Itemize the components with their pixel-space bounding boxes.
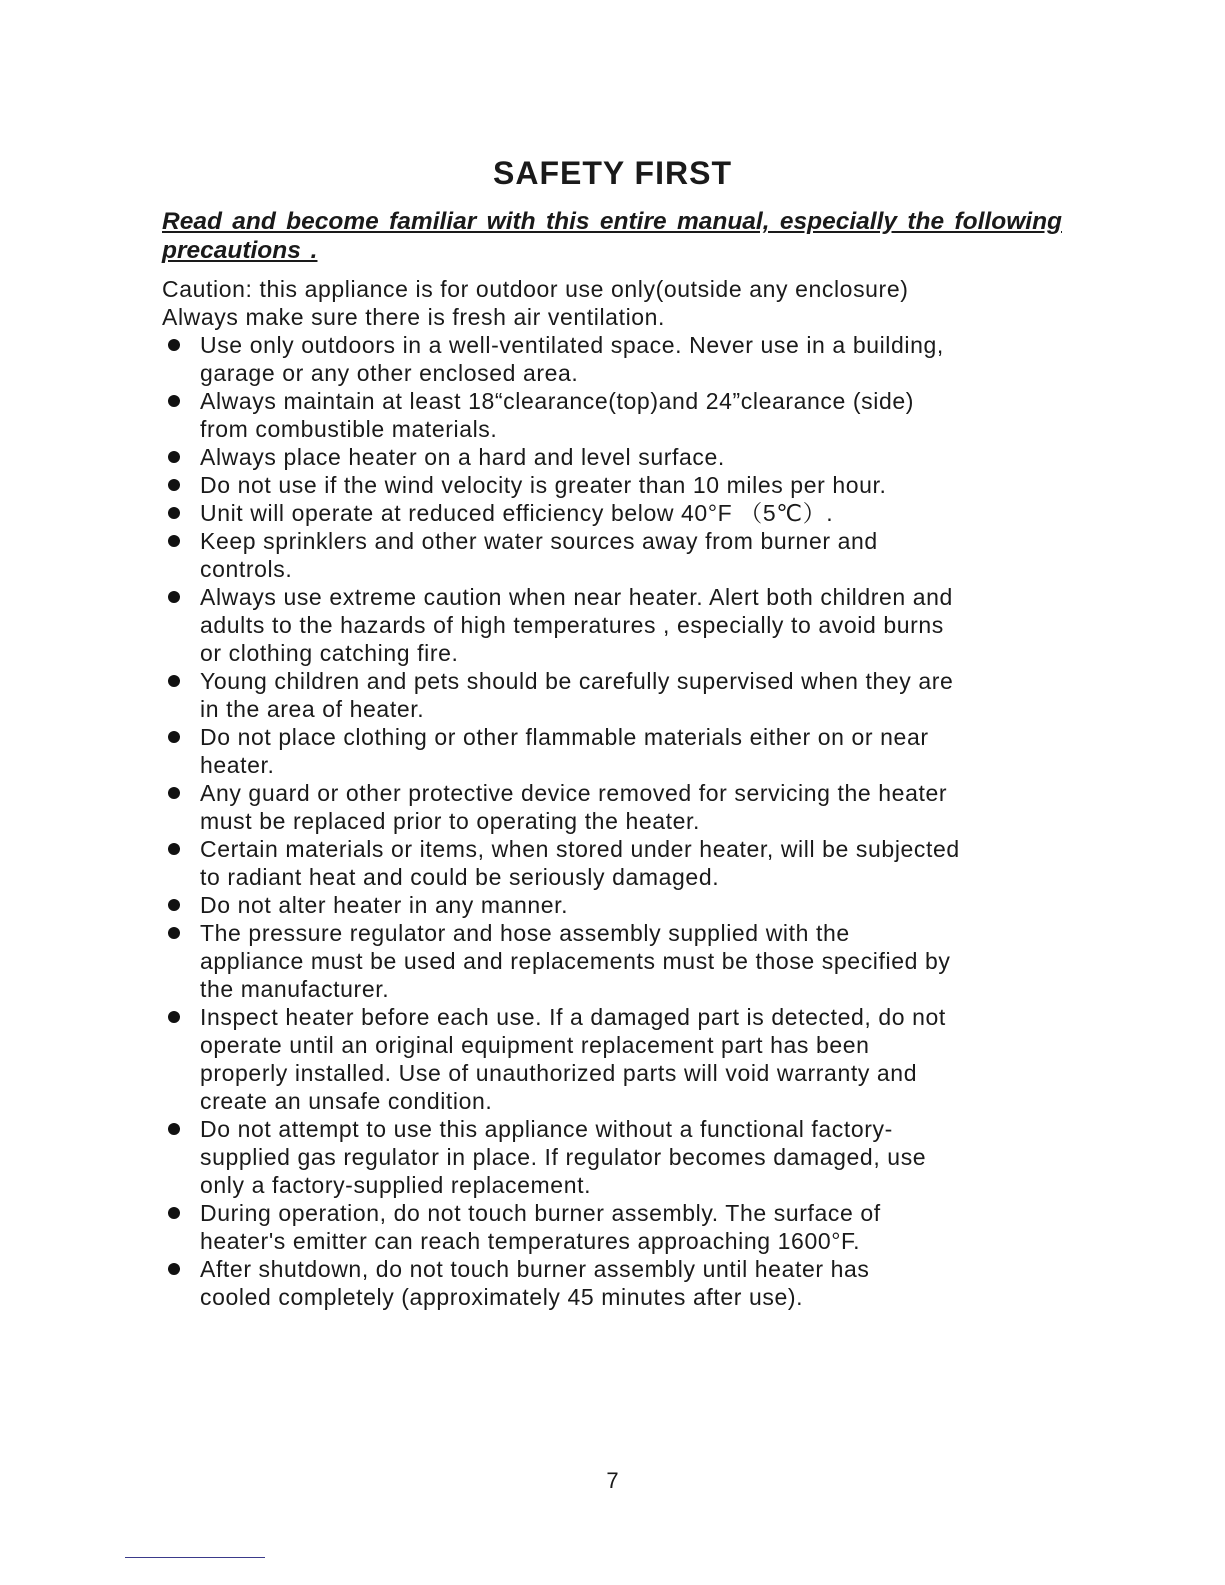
precaution-line: Unit will operate at reduced efficiency below 40°F （5℃）. xyxy=(200,500,834,526)
precaution-line: create an unsafe condition. xyxy=(200,1088,493,1114)
bullet-icon xyxy=(168,507,180,519)
precaution-line: heater. xyxy=(200,752,275,778)
precaution-line: The pressure regulator and hose assembly supplied with the xyxy=(200,920,850,946)
precaution-line: appliance must be used and replacements must be those specified by xyxy=(200,948,951,974)
precaution-line: properly installed. Use of unauthorized parts will void warranty and xyxy=(200,1060,918,1086)
precaution-line: Do not use if the wind velocity is greater than 10 miles per hour. xyxy=(200,472,887,498)
bullet-icon xyxy=(168,339,180,351)
precaution-list xyxy=(162,331,1062,1311)
precaution-line: Any guard or other protective device removed for servicing the heater xyxy=(200,780,948,806)
precaution-item xyxy=(162,891,1062,919)
page-title: SAFETY FIRST xyxy=(493,155,732,191)
bullet-icon xyxy=(168,1011,180,1023)
precaution-line: from combustible materials. xyxy=(200,416,498,442)
precaution-item xyxy=(162,471,1062,499)
precaution-line: Do not place clothing or other flammable materials either on or near xyxy=(200,724,929,750)
precaution-line: After shutdown, do not touch burner assembly until heater has xyxy=(200,1256,870,1282)
bullet-icon xyxy=(168,1263,180,1275)
bullet-icon xyxy=(168,1207,180,1219)
precaution-item xyxy=(162,1255,1062,1311)
precaution-item xyxy=(162,1115,1062,1199)
precaution-line: Always maintain at least 18“clearance(top)and 24”clearance (side) xyxy=(200,388,915,414)
precaution-line: Young children and pets should be carefully supervised when they are xyxy=(200,668,954,694)
precaution-line: or clothing catching fire. xyxy=(200,640,459,666)
precaution-line: Inspect heater before each use. If a damaged part is detected, do not xyxy=(200,1004,946,1030)
precaution-item xyxy=(162,919,1062,1003)
precaution-line: adults to the hazards of high temperatures , especially to avoid burns xyxy=(200,612,944,638)
precaution-line: must be replaced prior to operating the heater. xyxy=(200,808,700,834)
precaution-line: the manufacturer. xyxy=(200,976,390,1002)
precaution-line: operate until an original equipment replacement part has been xyxy=(200,1032,870,1058)
bullet-icon xyxy=(168,395,180,407)
precaution-item xyxy=(162,1199,1062,1255)
precaution-line: in the area of heater. xyxy=(200,696,425,722)
precaution-item xyxy=(162,667,1062,723)
precaution-line: Use only outdoors in a well-ventilated space. Never use in a building, xyxy=(200,332,944,358)
bullet-icon xyxy=(168,479,180,491)
bullet-icon xyxy=(168,787,180,799)
precaution-line: Do not attempt to use this appliance without a functional factory- xyxy=(200,1116,893,1142)
bullet-icon xyxy=(168,1123,180,1135)
precaution-line: Certain materials or items, when stored under heater, will be subjected xyxy=(200,836,960,862)
precaution-line: garage or any other enclosed area. xyxy=(200,360,579,386)
precaution-item xyxy=(162,1003,1062,1115)
precaution-item xyxy=(162,527,1062,583)
precaution-line: Always place heater on a hard and level surface. xyxy=(200,444,725,470)
safety-body xyxy=(162,275,1062,1311)
precaution-line: controls. xyxy=(200,556,293,582)
bullet-icon xyxy=(168,927,180,939)
bullet-icon xyxy=(168,451,180,463)
precaution-item xyxy=(162,723,1062,779)
precaution-line: During operation, do not touch burner assembly. The surface of xyxy=(200,1200,881,1226)
precaution-item xyxy=(162,499,1062,527)
precaution-line: heater's emitter can reach temperatures approaching 1600°F. xyxy=(200,1228,861,1254)
intro-heading: Read and become familiar with this entire manual, especially the following precautions . xyxy=(162,208,1062,264)
bullet-icon xyxy=(168,731,180,743)
bullet-icon xyxy=(168,675,180,687)
precaution-line: to radiant heat and could be seriously damaged. xyxy=(200,864,720,890)
page-number: 7 xyxy=(606,1468,619,1493)
bullet-icon xyxy=(168,591,180,603)
precaution-line: cooled completely (approximately 45 minutes after use). xyxy=(200,1284,804,1310)
footer-rule xyxy=(125,1557,265,1558)
precaution-line: Keep sprinklers and other water sources away from burner and xyxy=(200,528,878,554)
precaution-line: Always use extreme caution when near heater. Alert both children and xyxy=(200,584,953,610)
ventilation-line: Always make sure there is fresh air ventilation. xyxy=(162,304,666,330)
precaution-item xyxy=(162,779,1062,835)
precaution-line: Do not alter heater in any manner. xyxy=(200,892,569,918)
precaution-line: supplied gas regulator in place. If regulator becomes damaged, use xyxy=(200,1144,927,1170)
precaution-item xyxy=(162,835,1062,891)
precaution-item xyxy=(162,583,1062,667)
bullet-icon xyxy=(168,843,180,855)
precaution-item xyxy=(162,331,1062,387)
bullet-icon xyxy=(168,535,180,547)
precaution-line: only a factory-supplied replacement. xyxy=(200,1172,592,1198)
bullet-icon xyxy=(168,899,180,911)
precaution-item xyxy=(162,387,1062,443)
caution-line: Caution: this appliance is for outdoor use only(outside any enclosure) xyxy=(162,276,909,302)
precaution-item xyxy=(162,443,1062,471)
